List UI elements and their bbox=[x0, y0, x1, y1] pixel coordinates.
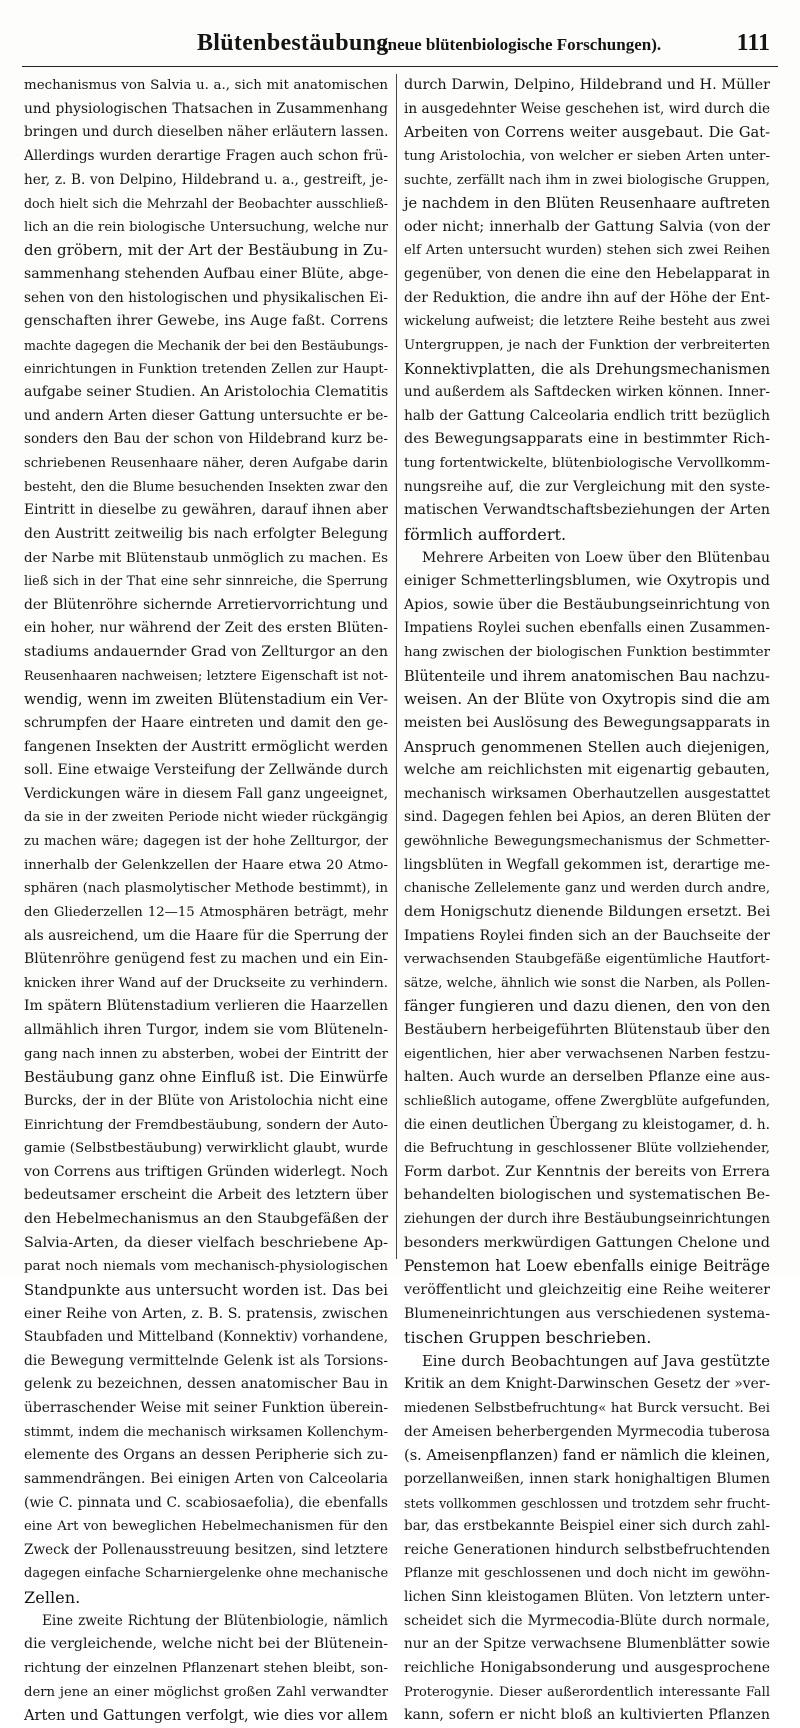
text-line: aufgabe seiner Studien. An Aristolochia Clematitis bbox=[24, 384, 389, 401]
text-line: gewöhnliche Bewegungsmechanismus der Schmetter- bbox=[404, 834, 770, 849]
text-line: wickelung aufweist; die letztere Reihe besteht aus zwei bbox=[404, 314, 770, 330]
text-line: Impatiens Roylei suchen ebenfalls einen Zusammen- bbox=[404, 620, 770, 637]
text-line: gegenüber, von denen die eine den Hebelapparat in bbox=[404, 266, 770, 282]
text-line: Verdickungen wäre in diesem Fall ganz ungeeignet, bbox=[24, 785, 388, 802]
text-line: der Ameisen beherbergenden Myrmecodia tuberosa bbox=[404, 1423, 770, 1440]
text-line: Standpunkte aus untersucht worden ist. Das bei bbox=[24, 1281, 388, 1299]
text-line: Eintritt in dieselbe zu gewähren, darauf ihnen aber bbox=[24, 502, 388, 519]
text-line: (s. Ameisenpflanzen) fand er nämlich die kleinen, bbox=[404, 1447, 771, 1465]
text-line: stimmt, indem die mechanisch wirksamen Kollenchym- bbox=[24, 1424, 388, 1440]
text-line: da sie in der zweiten Periode nicht wieder rückgängig bbox=[24, 810, 388, 826]
text-line: machte dagegen die Mechanik der bei den Bestäubungs- bbox=[24, 337, 388, 353]
text-line: dern jene an einer möglichst großen Zahl verwandter bbox=[24, 1684, 388, 1700]
text-line: (wie C. pinnata und C. scabiosaefolia), die ebenfalls bbox=[24, 1494, 388, 1511]
text-line: Penstemon hat Loew ebenfalls einige Beiträge bbox=[404, 1257, 770, 1276]
text-line: besteht, den die Blume besuchenden Insekten zwar den bbox=[24, 479, 388, 495]
text-line: in ausgedehnter Weise geschehen ist, wird durch die bbox=[404, 100, 770, 117]
text-line: elf Arten untersucht wurden) stehen sich zwei Reihen bbox=[404, 243, 770, 259]
text-line: kann, sofern er nicht bloß an kultivierten Pflanzen bbox=[404, 1707, 770, 1724]
text-line: genschaften ihrer Gewebe, ins Auge faßt. Correns bbox=[24, 313, 388, 330]
text-line: Pflanze mit geschlossenen und doch nicht im gewöhn- bbox=[404, 1566, 770, 1582]
text-line: förmlich auffordert. bbox=[404, 524, 567, 544]
text-line: Impatiens Roylei finden sich an der Bauchseite der bbox=[404, 927, 770, 944]
text-line: innerhalb der Gelenkzellen der Haare etwa 20 Atmo- bbox=[24, 857, 388, 873]
text-line: sonders den Bau der schon von Hildebrand kurz be- bbox=[24, 431, 388, 448]
text-line: weisen. An der Blüte von Oxytropis sind die am bbox=[404, 690, 770, 709]
text-line: dagegen einfache Scharniergelenke ohne mechanische bbox=[24, 1566, 389, 1582]
text-line: bringen und durch dieselben näher erläutern lassen. bbox=[24, 124, 389, 141]
text-line: sammenhang stehenden Aufbau einer Blüte, abge- bbox=[24, 266, 389, 282]
text-line: chanische Zellelemente ganz und werden durch andre, bbox=[404, 881, 770, 897]
text-line: die Bewegung vermittelnde Gelenk ist als Torsions- bbox=[24, 1352, 388, 1369]
text-line: knicken ihrer Wand auf der Druckseite zu verhindern. bbox=[24, 975, 388, 991]
text-line: Arten und Gattungen verfolgt, wie dies vor allem bbox=[24, 1707, 388, 1725]
text-line: wendig, wenn im zweiten Blütenstadium ein Ver- bbox=[24, 691, 388, 709]
text-line: mechanisch wirksamen Oberhautzellen ausgestattet bbox=[404, 785, 770, 802]
left-column bbox=[24, 74, 389, 1725]
text-line: besonders merkwürdigen Gattungen Chelone und bbox=[404, 1234, 770, 1251]
text-line: elemente des Organs an dessen Peripherie sich zu- bbox=[24, 1447, 388, 1464]
text-line: parat noch niemals vom mechanisch-physiologischen bbox=[24, 1259, 388, 1275]
right-column bbox=[404, 74, 771, 1724]
text-line: sphären (nach plasmolytischer Methode bestimmt), in bbox=[24, 881, 388, 897]
page-number: 111 bbox=[736, 30, 770, 56]
text-line: her, z. B. von Delpino, Hildebrand u. a., gestreift, je- bbox=[24, 171, 388, 188]
text-line: doch hielt sich die Mehrzahl der Beobachter ausschließ- bbox=[24, 196, 388, 212]
text-line: zu machen wäre; dagegen ist der hohe Zellturgor, der bbox=[24, 834, 388, 849]
text-line: Zweck der Pollenausstreuung besitzen, sind letztere bbox=[24, 1541, 388, 1558]
text-line: schrumpfen der Haare eintreten und damit den ge- bbox=[24, 714, 388, 731]
text-line: scheidet sich die Myrmecodia-Blüte durch normale, bbox=[404, 1612, 770, 1629]
text-line: Eine zweite Richtung der Blütenbiologie, nämlich bbox=[42, 1612, 388, 1629]
text-line: Einrichtung der Fremdbestäubung, sondern der Auto- bbox=[24, 1117, 388, 1133]
text-line: eine Art von beweglichen Hebelmechanismen für den bbox=[24, 1519, 388, 1535]
text-line: veröffentlicht und gleichzeitig eine Reihe weiterer bbox=[404, 1281, 770, 1298]
text-line: Im spätern Blütenstadium verlieren die Haarzellen bbox=[24, 998, 388, 1015]
text-line: suchte, zerfällt nach ihm in zwei biologische Gruppen, bbox=[404, 172, 770, 188]
text-line: und außerdem als Saftdecken wirken können. Inner- bbox=[404, 384, 770, 401]
text-line: sind. Dagegen fehlen bei Apios, an deren Blüten der bbox=[404, 809, 771, 826]
text-line: dem Honigschutz dienende Bildungen ersetzt. Bei bbox=[404, 903, 771, 920]
text-line: miedenen Selbstbefruchtung« hat Burck versucht. Bei bbox=[404, 1401, 770, 1416]
text-line: Eine durch Beobachtungen auf Java gestützte bbox=[422, 1352, 770, 1370]
text-line: ziehungen der durch ihre Bestäubungseinrichtungen bbox=[404, 1211, 770, 1227]
text-line: lingsblüten in Wegfall gekommen ist, derartige me- bbox=[404, 856, 770, 873]
text-line: Zellen. bbox=[24, 1588, 81, 1607]
text-line: die einen deutlichen Übergang zu kleistogamer, d. h. bbox=[404, 1116, 770, 1133]
text-line: Allerdings wurden derartige Fragen auch schon frü- bbox=[24, 147, 388, 164]
text-line: behandelten biologischen und systematischen Be- bbox=[404, 1187, 770, 1204]
text-line: den Austritt zeitweilig bis nach erfolgter Belegung bbox=[24, 525, 388, 542]
text-line: und andern Arten dieser Gattung untersuchte er be- bbox=[24, 407, 388, 424]
text-line: Mehrere Arbeiten von Loew über den Blütenbau bbox=[422, 549, 770, 566]
text-line: Konnektivplatten, die als Drehungsmechanismen bbox=[404, 360, 770, 378]
text-line: oder nicht; innerhalb der Gattung Salvia (von der bbox=[404, 218, 770, 235]
text-line: gelenk zu bezeichnen, dessen anatomischer Bau in bbox=[24, 1376, 388, 1393]
text-line: Burcks, der in der Blüte von Aristolochia nicht eine bbox=[24, 1092, 388, 1109]
text-line: einer Reihe von Arten, z. B. S. pratensis, zwischen bbox=[24, 1305, 388, 1322]
text-line: den Gliederzellen 12—15 Atmosphären beträgt, mehr bbox=[24, 904, 388, 920]
text-line: von Correns aus triftigen Gründen widerlegt. Noch bbox=[24, 1163, 388, 1180]
text-line: Blütenteile und ihrem anatomischen Bau nachzu- bbox=[404, 667, 770, 685]
text-line: und physiologischen Thatsachen in Zusammenhang bbox=[24, 100, 388, 117]
text-line: Blütenröhre genügend fest zu machen und ein Ein- bbox=[24, 951, 388, 968]
column-divider bbox=[396, 74, 397, 1259]
text-line: lich an die rein biologische Untersuchung, welche nur bbox=[24, 219, 388, 235]
text-line: sehen von den histologischen und physikalischen Ei- bbox=[24, 289, 388, 306]
text-line: überraschender Weise mit seiner Funktion überein- bbox=[24, 1400, 388, 1416]
text-line: meisten bei Auslösung des Bewegungsapparats in bbox=[404, 714, 770, 731]
text-line: Kritik an dem Knight-Darwinschen Gesetz der »ver- bbox=[404, 1376, 770, 1393]
text-line: der Narbe mit Blütenstaub unmöglich zu machen. Es bbox=[24, 550, 388, 566]
text-line: porzellanweißen, innen stark honighaltigen Blumen bbox=[404, 1470, 770, 1487]
text-line: Proterogynie. Dieser außerordentlich interessante Fall bbox=[404, 1684, 770, 1700]
text-line: der Blütenröhre sichernde Arretiervorrichtung und bbox=[24, 596, 388, 613]
text-line: welche am reichlichsten mit eigenartig gebauten, bbox=[404, 762, 770, 779]
text-line: reichliche Honigabsonderung und ausgesprochene bbox=[404, 1659, 770, 1676]
text-line: schließlich autogame, offene Zwergblüte aufgefunden, bbox=[404, 1093, 771, 1109]
text-line: einrichtungen in Funktion tretenden Zellen zur Haupt- bbox=[24, 361, 388, 377]
text-line: Untergruppen, je nach der Funktion der verbreiterten bbox=[404, 337, 770, 353]
running-title: Blütenbestäubung bbox=[197, 30, 389, 56]
running-header bbox=[22, 22, 778, 67]
text-line: fänger fungieren und dazu dienen, den von den bbox=[404, 997, 771, 1016]
text-line: gang nach innen zu absterben, wobei der Eintritt der bbox=[24, 1046, 388, 1062]
text-line: einiger Schmetterlingsblumen, wie Oxytropis und bbox=[404, 573, 770, 590]
text-line: des Bewegungsapparats eine in bestimmter Rich- bbox=[404, 431, 770, 448]
text-line: Staubfaden und Mittelband (Konnektiv) vorhandene, bbox=[24, 1329, 389, 1346]
text-line: den gröbern, mit der Art der Bestäubung in Zu- bbox=[24, 241, 388, 260]
text-line: bar, das erstbekannte Beispiel einer sich durch zahl- bbox=[404, 1518, 770, 1535]
text-line: Apios, sowie über die Bestäubungseinrichtung von bbox=[404, 596, 770, 613]
text-line: sätze, welche, ähnlich wie sonst die Narben, als Pollen- bbox=[404, 975, 770, 991]
text-line: matischen Verwandtschaftsbeziehungen der Arten bbox=[404, 502, 770, 519]
text-line: Anspruch genommenen Stellen auch diejenigen, bbox=[404, 738, 770, 756]
text-line: tung fortentwickelte, blütenbiologische Vervollkomm- bbox=[404, 456, 770, 471]
text-line: sammendrängen. Bei einigen Arten von Calceolaria bbox=[24, 1470, 388, 1487]
text-line: halb der Gattung Calceolaria endlich tritt bezüglich bbox=[404, 407, 770, 424]
text-line: Bestäubung ganz ohne Einfluß ist. Die Einwürfe bbox=[24, 1069, 388, 1087]
text-line: halten. Auch wurde an derselben Pflanze eine aus- bbox=[404, 1069, 770, 1086]
text-line: tischen Gruppen beschrieben. bbox=[404, 1328, 652, 1348]
text-line: bedeutsamer erscheint die Arbeit des letztern über bbox=[24, 1187, 388, 1204]
text-line: soll. Eine etwaige Versteifung der Zellwände durch bbox=[24, 762, 389, 779]
text-line: der Reduktion, die andre ihn auf der Höhe der Ent- bbox=[404, 289, 770, 306]
text-line: allmählich ihren Turgor, indem sie vom Blüteneln- bbox=[24, 1022, 388, 1038]
text-line: reiche Generationen hindurch selbstbefruchtenden bbox=[404, 1541, 770, 1558]
text-line: gamie (Selbstbestäubung) verwirklicht glaubt, wurde bbox=[24, 1141, 388, 1157]
text-line: als ausreichend, um die Haare für die Sperrung der bbox=[24, 927, 388, 944]
text-line: stadiums andauernder Grad von Zellturgor an den bbox=[24, 644, 388, 660]
text-line: richtung der einzelnen Pflanzenart stehen bleibt, son- bbox=[24, 1660, 388, 1676]
text-line: tung Aristolochia, von welcher er sieben Arten unter- bbox=[404, 148, 770, 164]
text-line: nungsreihe auf, die zur Vergleichung mit den syste- bbox=[404, 478, 770, 495]
text-line: die Befruchtung in geschlossener Blüte vollziehender, bbox=[404, 1141, 770, 1157]
text-line: mechanismus von Salvia u. a., sich mit anatomischen bbox=[24, 78, 388, 93]
text-line: Form darbot. Zur Kenntnis der bereits von Errera bbox=[404, 1163, 770, 1180]
text-line: verwachsenden Staubgefäße eigentümliche Hautfort- bbox=[404, 952, 770, 968]
text-line: Reusenhaaren nachweisen; letztere Eigenschaft ist not- bbox=[24, 668, 388, 684]
text-line: Blumeneinrichtungen aus verschiedenen systema- bbox=[404, 1305, 770, 1322]
text-line: lichen Sinn kleistogamen Blüten. Von letztern unter- bbox=[404, 1589, 770, 1605]
text-line: eigentlichen, hier aber verwachsenen Narben festzu- bbox=[404, 1046, 770, 1062]
running-subtitle: (neue blütenbiologische Forschungen). bbox=[382, 35, 662, 54]
text-line: fangenen Insekten der Austritt ermöglicht werden bbox=[24, 738, 388, 755]
text-line: stets vollkommen geschlossen und trotzdem sehr frucht- bbox=[404, 1495, 770, 1511]
text-line: die vergleichende, welche nicht bei der Blütenein- bbox=[24, 1636, 388, 1653]
text-line: nur an der Spitze verwachsene Blumenblätter sowie bbox=[404, 1636, 770, 1653]
text-line: Bestäubern herbeigeführten Blütenstaub über den bbox=[404, 1022, 770, 1038]
text-line: schriebenen Reusenhaare näher, deren Aufgabe darin bbox=[24, 456, 388, 471]
text-line: Arbeiten von Correns weiter ausgebaut. Die Gat- bbox=[404, 124, 770, 142]
text-line: den Hebelmechanismus an den Staubgefäßen der bbox=[24, 1211, 389, 1227]
text-line: hang zwischen der biologischen Funktion bestimmter bbox=[404, 645, 770, 660]
text-line: ließ sich in der That eine sehr sinnreiche, die Sperrung bbox=[24, 574, 388, 590]
text-line: je nachdem in den Blüten Reusenhaare auftreten bbox=[404, 195, 770, 213]
text-line: ein hoher, nur während der Zeit des ersten Blüten- bbox=[24, 620, 388, 637]
text-line: Salvia-Arten, da dieser vielfach beschriebene Ap- bbox=[24, 1234, 388, 1251]
text-line: durch Darwin, Delpino, Hildebrand und H. Müller bbox=[404, 77, 770, 93]
